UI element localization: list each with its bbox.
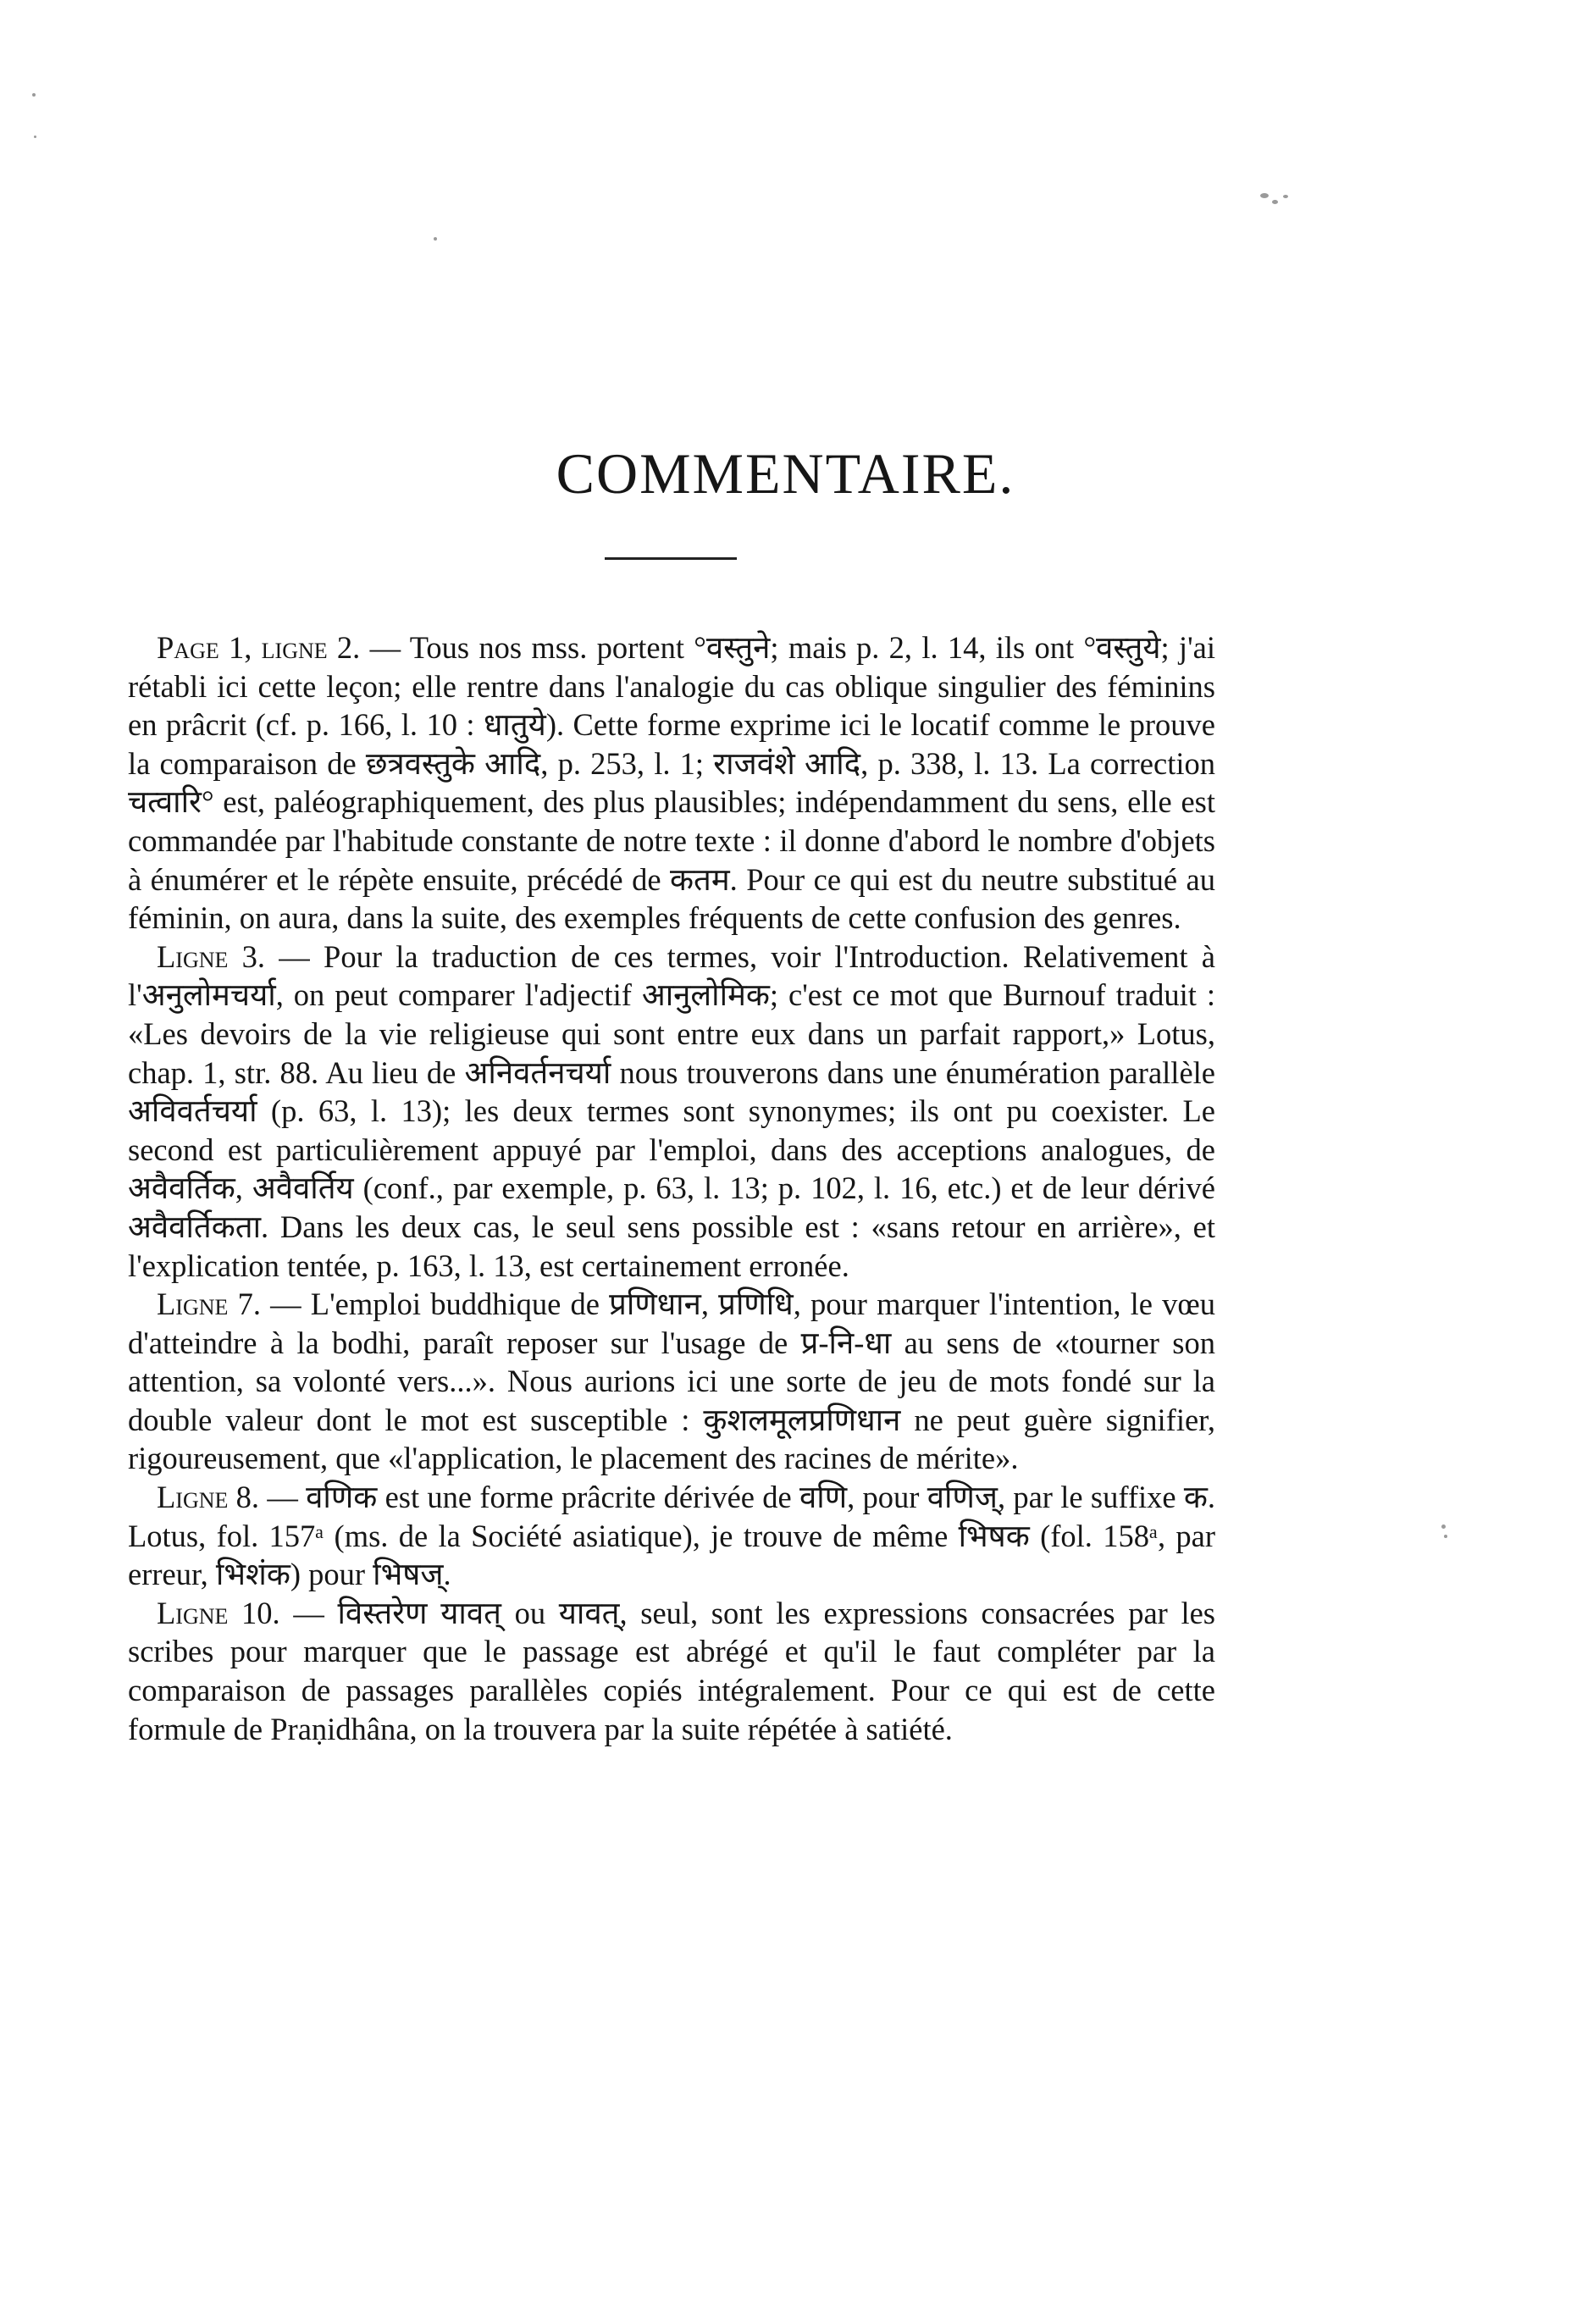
paragraph-text: — L'emploi buddhique de प्रणिधान, प्रणिधि, pour marquer l'intention, le vœu d'atteindre à la bodhi, paraît reposer sur l'usage de प्र-नि-धा au sens de «tourner son attention, sa volonté vers...». Nous aurions ici une sorte de jeu de mots fondé sur la double valeur dont le mot est susceptible : कुशलमूलप्रणिधान ne peut guère signifier, rigoureusement, que «l'application, le placement des racines de mérite». <box>128 1286 1216 1476</box>
commentary-paragraph <box>128 1594 1215 1748</box>
scan-speck <box>1441 1524 1446 1529</box>
title-divider <box>605 557 737 560</box>
commentary-paragraph <box>128 1478 1215 1594</box>
scan-speck <box>32 93 36 97</box>
commentary-body <box>128 628 1215 1748</box>
scan-speck <box>34 136 36 138</box>
scan-speck <box>1260 193 1269 198</box>
paragraph-text: — Pour la traduction de ces termes, voir l'Introduction. Relativement à l'अनुलोमचर्या, on peut comparer l'adjectif आनुलोमिक; c'est ce mot que Burnouf traduit : «Les devoirs de la vie religieuse qui sont entre eux dans un parfait rapport,» Lotus, chap. 1, str. 88. Au lieu de अनिवर्तनचर्या nous trouverons dans une énumération parallèle अविवर्तचर्या (p. 63, l. 13); les deux termes sont synonymes; ils ont pu coexister. Le second est particulièrement appuyé par l'emploi, dans des acceptions analogues, de अवैवर्तिक, अवैवर्तिय (conf., par exemple, p. 63, l. 13; p. 102, l. 16, etc.) et de leur dérivé अवैवर्तिकता. Dans les deux cas, le seul sens possible est : «sans retour en arrière», et l'explication tentée, p. 163, l. 13, est certainement erronée. <box>128 938 1216 1283</box>
paragraph-text: — Tous nos mss. portent °वस्तुने; mais p. 2, l. 14, ils ont °वस्तुये; j'ai rétabli ici cette leçon; elle rentre dans l'analogie du cas oblique singulier des féminins en prâcrit (cf. p. 166, l. 10 : धातुये). Cette forme exprime ici le locatif comme le prouve la comparaison de छत्रवस्तुके आदि, p. 253, l. 1; राजवंशे आदि, p. 338, l. 13. La correction चत्वारि° est, paléographiquement, des plus plausibles; indépendamment du sens, elle est commandée par l'habitude constante de notre texte : il donne d'abord le nombre d'objets à énumérer et le répète ensuite, précédé de कतम. Pour ce qui est du neutre substitué au féminin, on aura, dans la suite, des exemples fréquents de cette confusion des genres. <box>128 630 1215 936</box>
page-title: COMMENTAIRE. <box>556 441 1015 506</box>
paragraph-heading: Ligne 3. <box>157 938 266 974</box>
commentary-paragraph <box>128 628 1215 938</box>
paragraph-heading: Ligne 7. <box>157 1286 261 1322</box>
paragraph-heading: Page 1, ligne 2. <box>157 630 361 665</box>
scan-speck <box>1444 1535 1447 1538</box>
paragraph-heading: Ligne 8. <box>157 1480 260 1515</box>
paragraph-heading: Ligne 10. <box>157 1595 280 1630</box>
commentary-paragraph <box>128 938 1215 1285</box>
paragraph-text: — वणिक est une forme prâcrite dérivée de वणि, pour वणिज्, par le suffixe क. Lotus, fol. 157ᵃ (ms. de la Société asiatique), je trouve de même भिषक (fol. 158ᵃ, par erreur, भिशंक) pour भिषज्. <box>128 1480 1216 1592</box>
scan-speck <box>1283 195 1288 198</box>
commentary-paragraph <box>128 1285 1215 1478</box>
scan-speck <box>434 237 437 241</box>
paragraph-text: — विस्तरेण यावत् ou यावत्, seul, sont les expressions consacrées par les scribes pour marquer que le passage est abrégé et qu'il le faut compléter par la comparaison de passages parallèles copiés intégralement. Pour ce qui est de cette formule de Praṇidhâna, on la trouvera par la suite répétée à satiété. <box>128 1595 1215 1746</box>
scan-speck <box>1272 200 1278 204</box>
